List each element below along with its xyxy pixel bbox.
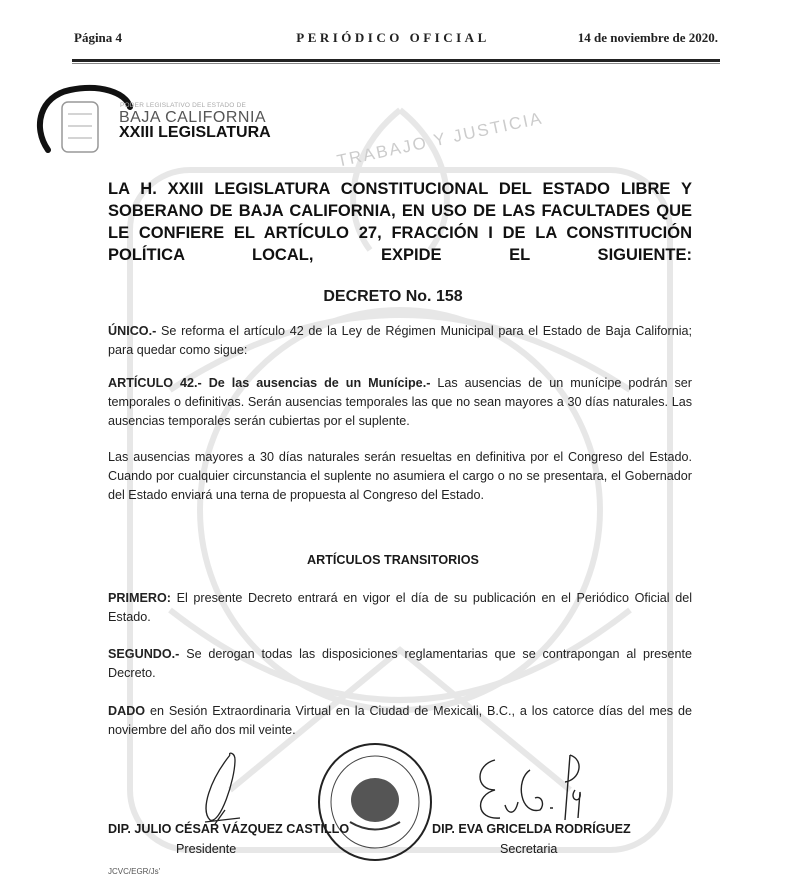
logo-line3: XXIII LEGISLATURA	[119, 124, 271, 141]
dado-paragraph	[108, 702, 692, 740]
signatory-role-secretary: Secretaria	[500, 842, 558, 856]
segundo-lead: SEGUNDO.-	[108, 647, 180, 661]
segundo-text: Se derogan todas las disposiciones reglamentarias que se contrapongan al presente Decreto.	[108, 647, 692, 680]
logo-line1: PODER LEGISLATIVO DEL ESTADO DE	[120, 102, 246, 109]
header-rule-thin	[72, 63, 720, 64]
preamble-title: LA H. XXIII LEGISLATURA CONSTITUCIONAL DEL ESTADO LIBRE Y SOBERANO DE BAJA CALIFORNIA, EN USO DE LAS FACULTADES QUE LE CONFIERE EL ARTÍCULO 27, FRACCIÓN I DE LA CONSTITUCIÓN POLÍTICA LOCAL, EXPIDE EL SIGUIENTE:	[108, 180, 692, 264]
absences-paragraph: Las ausencias mayores a 30 días naturales serán resueltas en definitiva por el Congreso del Estado. Cuando por cualquier circunstancia el suplente no asumiera el cargo o no se presentara, el Gobernador del Estado enviará una terna de propuesta al Congreso del Estado.	[108, 450, 692, 502]
primero-lead: PRIMERO:	[108, 591, 171, 605]
signatory-name-secretary: DIP. EVA GRICELDA RODRÍGUEZ	[432, 822, 631, 836]
signatory-role-president: Presidente	[176, 842, 237, 856]
article-42-paragraph	[108, 374, 692, 431]
primero-paragraph	[108, 589, 692, 627]
official-seal	[315, 742, 435, 862]
unico-lead: ÚNICO.-	[108, 324, 157, 338]
logo-line2: BAJA CALIFORNIA	[119, 109, 267, 126]
page-number: Página 4	[74, 30, 123, 45]
decree-number: DECRETO No. 158	[323, 288, 463, 305]
article-42-lead: ARTÍCULO 42.- De las ausencias de un Munícipe.-	[108, 376, 431, 390]
dado-lead: DADO	[108, 704, 146, 718]
unico-text: Se reforma el artículo 42 de la Ley de Régimen Municipal para el Estado de Baja California; para quedar como sigue:	[108, 324, 692, 357]
initials: JCVC/EGR/Js'	[108, 867, 161, 876]
segundo-paragraph	[108, 645, 692, 683]
publication-date: 14 de noviembre de 2020.	[577, 30, 718, 45]
dado-text: en Sesión Extraordinaria Virtual en la Ciudad de Mexicali, B.C., a los catorce días del mes de noviembre del año dos mil veinte.	[108, 704, 692, 737]
signatory-name-president: DIP. JULIO CÉSAR VÁZQUEZ CASTILLO	[108, 822, 350, 836]
publication-title: PERIÓDICO OFICIAL	[296, 30, 490, 45]
header-rule	[72, 59, 720, 62]
president-signature	[190, 750, 270, 830]
unico-paragraph	[108, 322, 692, 360]
primero-text: El presente Decreto entrará en vigor el día de su publicación en el Periódico Oficial del Estado.	[108, 591, 692, 624]
secretary-signature	[470, 750, 590, 825]
article-42-text: Las ausencias de un munícipe podrán ser temporales o definitivas. Serán ausencias temporales las que no sean mayores a 30 días naturales. Las ausencias temporales serán cubiertas por el suplente.	[108, 376, 692, 428]
watermark-motto: TRABAJO Y JUSTICIA	[335, 108, 545, 171]
transitorios-heading: ARTÍCULOS TRANSITORIOS	[307, 553, 479, 567]
